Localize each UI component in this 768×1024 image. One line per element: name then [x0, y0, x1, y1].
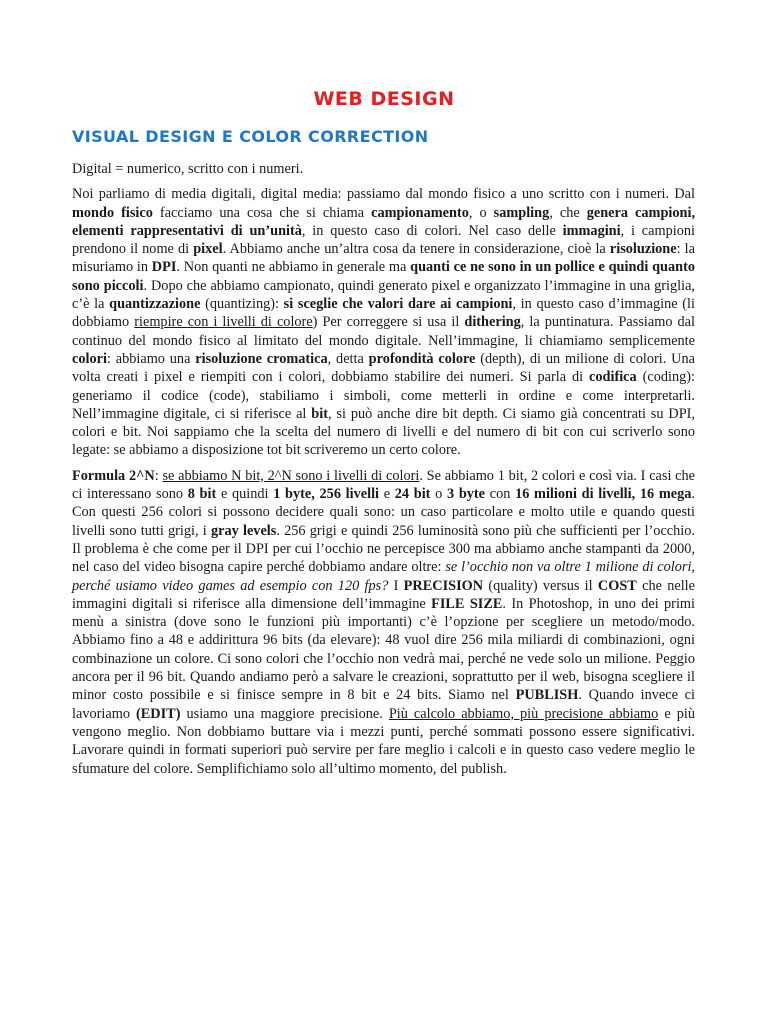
text-run: e più vengono meglio. Non dobbiamo buttare via i mezzi punti, perché sommati possono essere significativi. Lavorare quindi in formati superiori può servire per fare meglio i calcoli e in questo caso vedere meglio le sfumature del colore. Semplifichiamo solo all’ultimo momento, del publish.	[72, 705, 695, 777]
bold-text: COST	[597, 577, 637, 594]
paragraph	[72, 185, 695, 459]
text-run: . Abbiamo anche un’altra cosa da tenere in considerazione, cioè la	[222, 241, 610, 258]
document-title: WEB DESIGN	[313, 88, 455, 110]
text-run: , o	[468, 204, 494, 221]
text-run: , che	[549, 204, 587, 221]
bold-text: (EDIT)	[135, 705, 181, 722]
bold-text: gray levels	[210, 522, 277, 539]
text-run: facciamo una cosa che si chiama	[152, 204, 372, 221]
bold-text: campionamento	[371, 204, 469, 221]
document-body	[72, 160, 695, 785]
text-run: o	[430, 486, 447, 503]
text-run: che nelle immagini digitali si riferisce alla dimensione dell’immagine	[72, 577, 695, 612]
text-run: , in questo caso d’immagine (li dobbiamo	[72, 296, 695, 331]
bold-text: 8 bit	[187, 486, 217, 503]
text-run: : la misuriamo in	[72, 241, 695, 276]
bold-text: 1 byte, 256 livelli	[273, 486, 380, 503]
text-run: I	[388, 577, 404, 594]
text-run: : abbiamo una	[106, 350, 196, 367]
text-run: , i campioni prendono il nome di	[72, 222, 696, 258]
text-run: Digital = numerico, scritto con i numeri.	[72, 161, 304, 177]
text-run: con	[485, 486, 516, 503]
paragraph	[72, 160, 695, 178]
text-run: usiamo una maggiore precisione.	[180, 705, 389, 722]
paragraph	[72, 467, 695, 778]
bold-text: PUBLISH	[515, 687, 579, 704]
text-run: , la puntinatura. Passiamo dal continuo del mondo fisico al limitato del mondo digitale. Nell’immagine, li chiamiamo semplicemente	[72, 314, 695, 349]
bold-text: genera campioni, elementi rappresentativi di un’unità	[72, 204, 696, 239]
italic-text: se l’occhio non va oltre 1 milione di colori, perché usiamo video games ad esempio con 120 fps?	[72, 559, 695, 594]
document-subtitle: VISUAL DESIGN E COLOR CORRECTION	[72, 127, 429, 146]
bold-text: dithering	[464, 314, 521, 331]
bold-text: codifica	[589, 369, 637, 386]
bold-text: 24 bit	[394, 486, 431, 503]
text-run: e quindi	[216, 486, 274, 503]
bold-text: sampling	[493, 204, 550, 221]
text-run: . Con questi 256 colori si possono decidere quali sono: un caso particolare e molto utile e quando questi livelli sono tutti grigi, i	[72, 486, 695, 539]
text-run: . 256 grigi e quindi 256 luminosità sono più che sufficienti per l’occhio. Il problema è che come per il DPI per cui l’occhio ne percepisce 300 ma abbiamo anche stampanti da 2000, nel caso del video bisogna capire perché dobbiamo andare oltre:	[72, 522, 695, 576]
text-run: . Quando invece ci lavoriamo	[72, 687, 696, 722]
underlined-text: riempire con i livelli di colore	[134, 314, 313, 331]
bold-text: profondità colore	[368, 350, 476, 367]
text-run: (quality) versus il	[483, 577, 598, 594]
bold-text: FILE SIZE	[431, 595, 503, 612]
text-run: (coding): generiamo il codice (code), stabiliamo i simboli, come metterli in ordine e come interpretarli. Nell’immagine digitale, ci si riferisce al	[72, 369, 696, 422]
bold-text: quanti ce ne sono in un pollice e quindi quanto sono piccoli	[72, 259, 696, 294]
bold-text: pixel	[193, 241, 223, 258]
text-run: (depth), di un milione di colori. Una volta creati i pixel e riempiti con i colori, dobbiamo stabilire dei numeri. Si parla di	[72, 350, 695, 386]
bold-text: DPI	[151, 259, 177, 276]
text-run: , si può anche dire bit depth. Ci siamo già concentrati su DPI, colori e bit. Noi sappiamo che la scelta del numero di livelli e del numero di bit con cui scriverlo sono legate: se abbiamo a disposizione tot bit scriveremo un certo colore.	[72, 405, 696, 459]
bold-text: 3 byte	[446, 486, 486, 503]
bold-text: risoluzione cromatica	[195, 350, 328, 367]
text-run: , in questo caso di colori. Nel caso delle	[301, 222, 563, 239]
text-run: . Se abbiamo 1 bit, 2 colori e così via. I casi che ci interessano sono	[72, 467, 696, 503]
bold-text: risoluzione	[609, 241, 677, 258]
text-run: (quantizing):	[200, 296, 284, 313]
underlined-text: Più calcolo abbiamo, più precisione abbiamo	[388, 705, 659, 722]
text-run: e	[379, 486, 395, 503]
text-run: . In Photoshop, in uno dei primi menù a sinistra (dove sono le funzioni più importanti) c’è l’opzione per scegliere un metodo/modo. Abbiamo fino a 48 e addirittura 96 bits (da elevare): 48 vuol dire 256 mila miliardi di combinazioni, ogni combinazione un colore. Ci sono colori che l’occhio non vedrà mai, perché ne vede solo un milione. Peggio ancora per il 96 bit. Quando andiamo però a salvare le creazioni, soprattutto per il web, bisogna scegliere il minor costo possibile e si finisce sempre in 8 bit e 24 bits. Siamo nel	[72, 595, 696, 704]
text-run: , detta	[327, 350, 369, 367]
bold-text: 16 milioni di livelli, 16 mega	[515, 486, 692, 503]
text-run: ) Per correggere si usa il	[312, 314, 465, 331]
underlined-text: se abbiamo N bit, 2^N sono i livelli di colori	[162, 467, 420, 484]
bold-text: Formula 2^N	[72, 467, 155, 484]
bold-text: quantizzazione	[109, 296, 201, 313]
text-run: :	[154, 467, 163, 484]
text-run: . Dopo che abbiamo campionato, quindi generato pixel e organizzato l’immagine in una griglia, c’è la	[72, 277, 696, 313]
bold-text: mondo fisico	[72, 204, 153, 221]
bold-text: PRECISION	[403, 577, 484, 594]
bold-text: colori	[72, 350, 107, 367]
bold-text: immagini	[562, 222, 621, 239]
bold-text: si sceglie che valori dare ai campioni	[283, 296, 513, 313]
text-run: Noi parliamo di media digitali, digital media: passiamo dal mondo fisico a uno scritto con i numeri. Dal	[72, 186, 695, 203]
bold-text: bit	[311, 405, 328, 422]
text-run: . Non quanti ne abbiamo in generale ma	[176, 259, 411, 276]
